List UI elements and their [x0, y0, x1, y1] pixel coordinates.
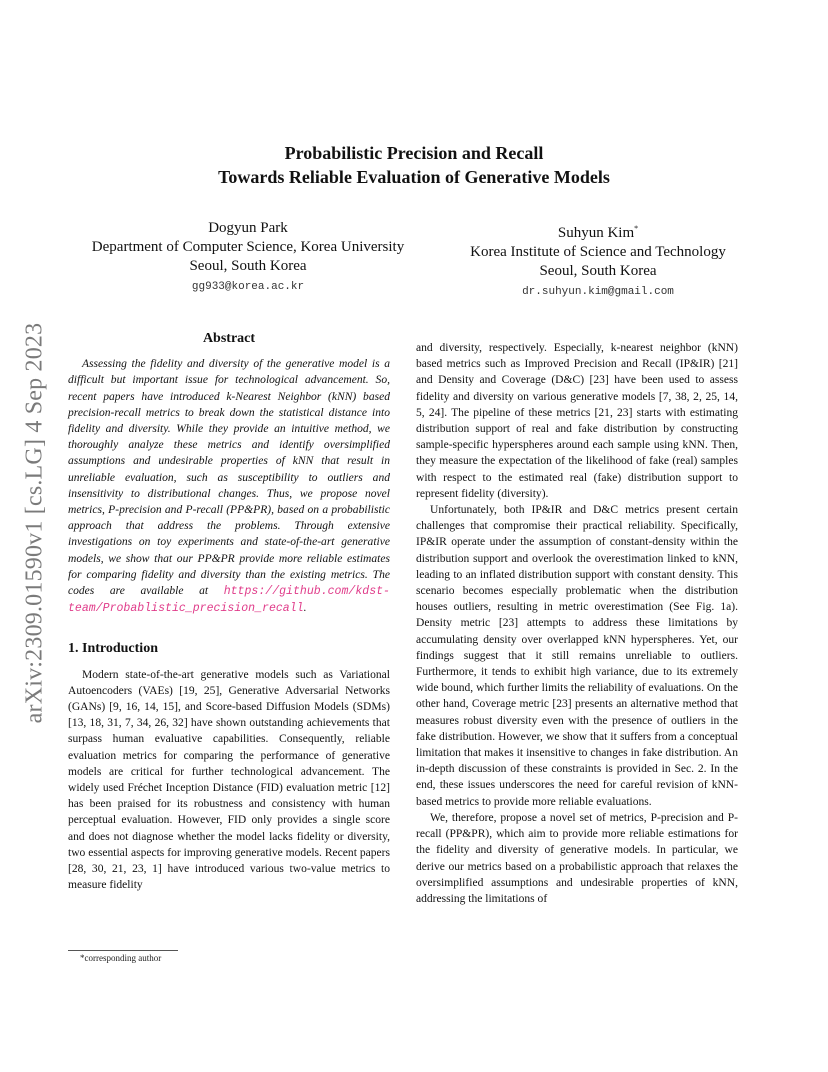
- author-location: Seoul, South Korea: [539, 263, 657, 279]
- intro-heading: 1. Introduction: [68, 641, 158, 657]
- author-email[interactable]: gg933@korea.ac.kr: [191, 281, 305, 293]
- author-name: Dogyun Park: [208, 220, 288, 236]
- right-paragraph-1: Unfortunately, both IP&IR and D&C metrics present certain challenges that compromise their practical reliability. Specifically, IP&IR operate under the assumption of constant-density within the distribution support and overlook the overestimation linked to kNN, leading to an inflated distribution support with constant density. This scenario becomes especially problematic when the distribution houses outliers, resulting in metric overestimation (See Fig. 1a). Density metric [23] attempts to address these limitations by accumulating density over overlapped kNN hyperspheres. Yet, our findings suggest that it still remains unreliable to outliers. Furthermore, it tends to exhibit high variance, due to its extremely wide bound, which further limits the reliability of evaluations. On the other hand, Coverage metric [23] presents an alternative method that measures robust diversity even with the presence of outliers in the fake distribution. However, we show that it suffers from a conceptual limitation that makes it insensitive to changes in fake distribution. An in-depth discussion of these constraints is provided in Sec. 2. In the end, these issues underscores the need for careful revision of kNN-based metrics to provide more reliable evaluations.: [416, 504, 738, 808]
- right-paragraph-2: We, therefore, propose a novel set of metrics, P-precision and P-recall (PP&PR), which aim to provide more reliable estimations for the fidelity and diversity of generative models. In particular, we derive our metrics based on a probabilistic approach that relaxes the oversimplified assumptions and undesirable properties of kNN, addressing the limitations of: [416, 811, 738, 905]
- arxiv-stamp-text: arXiv:2309.01590v1 [cs.LG] 4 Sep 2023: [21, 322, 48, 724]
- left-column: [68, 331, 390, 894]
- abstract-heading: Abstract: [202, 331, 256, 346]
- author-affiliation: Korea Institute of Science and Technology: [470, 244, 726, 260]
- intro-paragraph-1: Modern state-of-the-art generative models such as Variational Autoencoders (VAEs) [19, 25], Generative Adversarial Networks (GANs) [9, 16, 14, 15], and Score-based Diffusion Models (SDMs) [13, 18, 31, 7, 34, 26, 32] have shown outstanding achievements that surpass human evaluative capabilities. Consequently, reliable evaluation metrics for comparing the performance of generative models are critical for further technological advancement. The widely used Fréchet Inception Distance (FID) evaluation metric [12] has been praised for its robustness and consistency with human perceptual evaluation. However, FID only provides a single score and does not diagnose whether the model lacks fidelity or diversity, two essential aspects for improving generative models. Recent papers [28, 30, 21, 23, 1] have introduced various two-value metrics to measure fidelity: [68, 668, 390, 892]
- author-block-1: [60, 219, 436, 297]
- author-affiliation: Department of Computer Science, Korea University: [91, 239, 405, 255]
- author-location: Seoul, South Korea: [189, 258, 307, 274]
- footnote: *corresponding author: [80, 953, 162, 963]
- paper-title-line1: Probabilistic Precision and Recall: [284, 143, 544, 163]
- footnote-rule: [68, 950, 178, 951]
- code-url-link[interactable]: https://github.com/kdst-team/Probablistic_precision_recall: [68, 585, 390, 616]
- author-name: Suhyun Kim*: [557, 224, 639, 241]
- paper-title-line2: Towards Reliable Evaluation of Generative Models: [218, 167, 610, 187]
- right-paragraph-0: and diversity, respectively. Especially, k-nearest neighbor (kNN) based metrics such as Improved Precision and Recall (IP&IR) [21] and Density and Coverage (D&C) [23] have been used to assess fidelity and diversity on various generative models [7, 38, 2, 25, 14, 5, 24]. The pipeline of these metrics [21, 23] starts with estimating distribution support of real and fake distribution by constructing sample-specific hyperspheres around each sample using kNN. Then, they measure the expectation of the likelihood of fake (real) samples with respect to the estimated real (fake) distribution support to represent fidelity (diversity).: [416, 342, 738, 500]
- author-email[interactable]: dr.suhyun.kim@gmail.com: [522, 286, 674, 298]
- right-column: [416, 340, 738, 907]
- abstract-text: Assessing the fidelity and diversity of the generative model is a difficult but important issue for technological advancement. So, recent papers have introduced k-Nearest Neighbor (kNN) based precision-recall metrics to break down the statistical distance into fidelity and diversity. While they provide an intuitive method, we thoroughly analyze these metrics and identify oversimplified assumptions and undesirable properties of kNN that result in unreliable evaluation, such as susceptibility to outliers and insensitivity to distributional changes. Thus, we propose novel metrics, P-precision and P-recall (PP&PR), based on a probabilistic approach that address the problems. Through extensive investigations on toy experiments and state-of-the-art generative models, we show that our PP&PR provide more reliable estimates for comparing fidelity and diversity than the existing metrics. The codes are available at https://github.com/kdst-team/Probablistic_precision_recall.: [68, 358, 390, 616]
- arxiv-stamp: [22, 293, 48, 753]
- author-block-2: [430, 219, 766, 302]
